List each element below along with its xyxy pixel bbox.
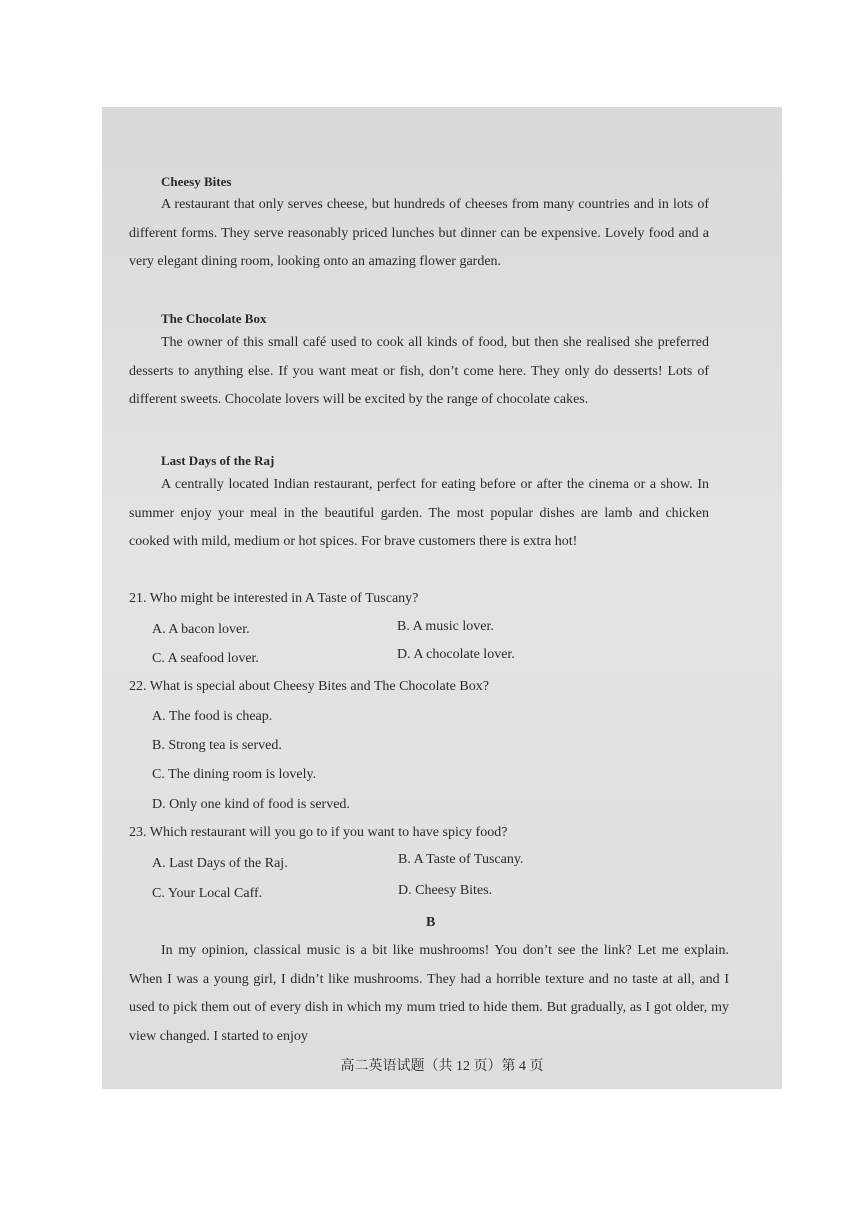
section-b-passage: In my opinion, classical music is a bit like mushrooms! You don’t see the link? Let me explain. When I was a young girl, I didn’t like mushrooms. They had a horrible texture and no taste at all, and I used to pick them out of every dish in which my mum tried to hide them. But gradually, as I got older, my view changed. I started to enjoy — [129, 943, 729, 1044]
question-21-option-a[interactable]: A. A bacon lover. — [152, 622, 250, 637]
question-21-option-d[interactable]: D. A chocolate lover. — [397, 647, 515, 662]
restaurant-heading-chocolate-box: The Chocolate Box — [161, 311, 267, 326]
restaurant-description-cheesy-bites: A restaurant that only serves cheese, but hundreds of cheeses from many countries and in lots of different forms. They serve reasonably priced lunches but dinner can be expensive. Lovely food and a very elegant dining room, looking onto an amazing flower garden. — [129, 197, 709, 269]
question-22-option-a[interactable]: A. The food is cheap. — [152, 709, 273, 724]
question-23-option-d[interactable]: D. Cheesy Bites. — [398, 883, 493, 898]
question-21-option-b[interactable]: B. A music lover. — [397, 619, 494, 634]
restaurant-heading-cheesy-bites: Cheesy Bites — [161, 174, 232, 189]
question-21-stem: 21. Who might be interested in A Taste of Tuscany? — [129, 591, 419, 606]
section-b-label: B — [426, 915, 436, 930]
exam-page — [102, 107, 782, 1089]
restaurant-heading-last-days-of-the-raj: Last Days of the Raj — [161, 453, 275, 468]
question-23-option-a[interactable]: A. Last Days of the Raj. — [152, 856, 288, 871]
page-footer: 高二英语试题（共 12 页）第 4 页 — [340, 1059, 544, 1074]
question-22-stem: 22. What is special about Cheesy Bites and The Chocolate Box? — [129, 679, 489, 694]
question-23-option-c[interactable]: C. Your Local Caff. — [152, 886, 263, 901]
question-23-option-b[interactable]: B. A Taste of Tuscany. — [398, 852, 524, 867]
question-23-stem: 23. Which restaurant will you go to if you want to have spicy food? — [129, 825, 508, 840]
restaurant-description-last-days-of-the-raj: A centrally located Indian restaurant, perfect for eating before or after the cinema or a show. In summer enjoy your meal in the beautiful garden. The most popular dishes are lamb and chicken cooked with mild, medium or hot spices. For brave customers there is extra hot! — [129, 477, 709, 549]
question-22-option-d[interactable]: D. Only one kind of food is served. — [152, 797, 350, 812]
question-22-option-b[interactable]: B. Strong tea is served. — [152, 738, 282, 753]
restaurant-description-chocolate-box: The owner of this small café used to cook all kinds of food, but then she realised she preferred desserts to anything else. If you want meat or fish, don’t come here. They only do desserts! Lots of different sweets. Chocolate lovers will be excited by the range of chocolate cakes. — [129, 335, 709, 407]
question-21-option-c[interactable]: C. A seafood lover. — [152, 651, 259, 666]
question-22-option-c[interactable]: C. The dining room is lovely. — [152, 767, 317, 782]
